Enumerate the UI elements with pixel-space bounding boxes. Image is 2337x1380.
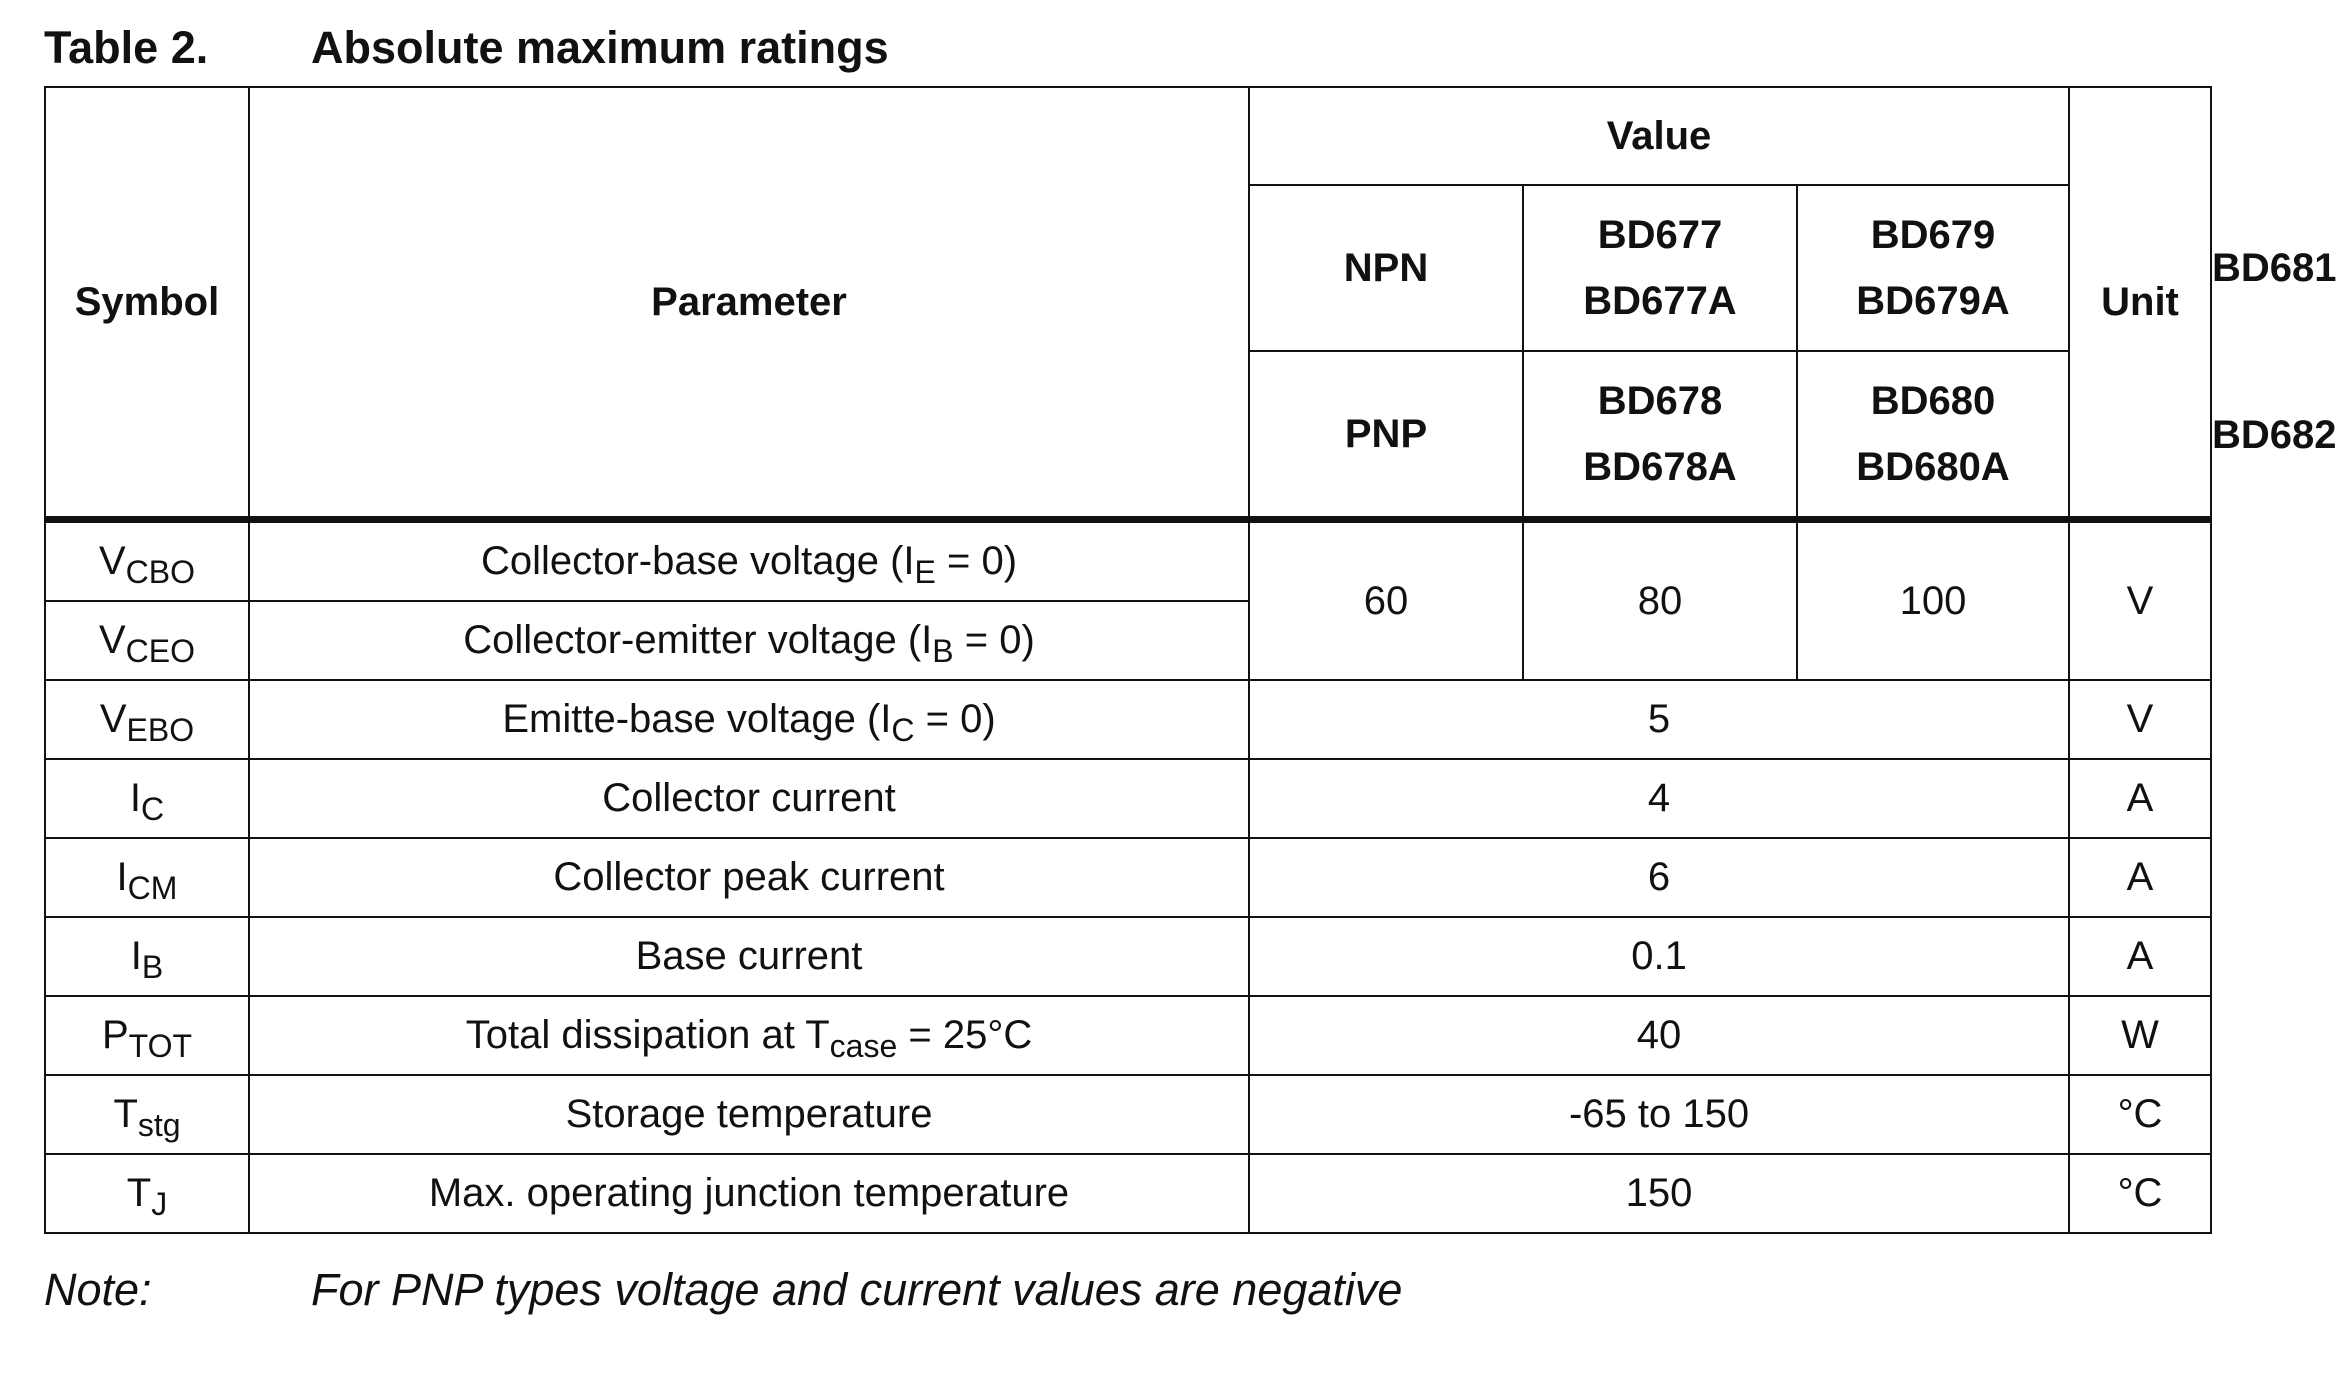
parameter-cell <box>249 601 1249 680</box>
parameter-cell <box>249 917 1249 996</box>
symbol-subscript: CEO <box>125 633 196 669</box>
value-cell: 4 <box>1249 759 2069 838</box>
part-number: BD677A <box>1583 279 1737 323</box>
header-npn-bd677 <box>1523 185 1797 351</box>
symbol-base: V <box>98 618 126 662</box>
unit-cell: A <box>2069 917 2211 996</box>
unit-cell: A <box>2069 759 2211 838</box>
part-number: BD678 <box>1597 379 1723 423</box>
parameter-subscript: E <box>914 554 936 590</box>
symbol-cell <box>45 759 249 838</box>
parameter-cell <box>249 759 1249 838</box>
header-pnp-bd678 <box>1523 351 1797 520</box>
table-row-ptot <box>45 996 2211 1075</box>
absolute-maximum-ratings-table <box>44 86 2337 1234</box>
unit-cell: V <box>2069 680 2211 759</box>
parameter-cell <box>249 838 1249 917</box>
symbol-base: T <box>126 1171 152 1215</box>
note-text: For PNP types voltage and current values are negative <box>311 1264 1403 1315</box>
symbol-cell <box>45 601 249 680</box>
value-cell: 40 <box>1249 996 2069 1075</box>
symbol-subscript: EBO <box>126 712 195 748</box>
parameter-text: Max. operating junction temperature <box>428 1171 1070 1215</box>
symbol-subscript: J <box>151 1186 168 1222</box>
part-number: BD680 <box>1870 379 1996 423</box>
value-cell-bd679-bd680: 80 <box>1523 520 1797 681</box>
symbol-subscript: C <box>141 791 165 827</box>
table-number: Table 2. <box>44 22 209 73</box>
parameter-text: Storage temperature <box>565 1092 933 1136</box>
symbol-cell <box>45 1154 249 1233</box>
parameter-cell <box>249 680 1249 759</box>
parameter-text: Total dissipation at T <box>465 1013 830 1057</box>
value-cell: -65 to 150 <box>1249 1075 2069 1154</box>
parameter-cell <box>249 1154 1249 1233</box>
parameter-text-after: = 25°C <box>897 1013 1033 1057</box>
unit-cell: V <box>2069 520 2211 681</box>
unit-cell: A <box>2069 838 2211 917</box>
parameter-text-after: = 0) <box>935 539 1018 583</box>
part-number: BD679 <box>1870 213 1996 257</box>
symbol-base: V <box>98 539 126 583</box>
header-row-value <box>45 87 2211 185</box>
header-symbol: Symbol <box>45 87 249 520</box>
symbol-cell <box>45 680 249 759</box>
table-note <box>44 1264 1403 1316</box>
symbol-base: P <box>101 1013 129 1057</box>
table-row-ib <box>45 917 2211 996</box>
header-npn-bd679 <box>1797 185 2069 351</box>
table-row-ic <box>45 759 2211 838</box>
symbol-subscript: TOT <box>128 1028 193 1064</box>
part-number: BD677 <box>1597 213 1723 257</box>
unit-cell: °C <box>2069 1154 2211 1233</box>
symbol-base: I <box>130 934 142 978</box>
symbol-base: I <box>129 776 141 820</box>
unit-cell: °C <box>2069 1075 2211 1154</box>
note-label: Note: <box>44 1264 152 1315</box>
table-title: Absolute maximum ratings <box>311 22 889 73</box>
part-number: BD678A <box>1583 445 1737 489</box>
table-row-icm <box>45 838 2211 917</box>
header-parameter: Parameter <box>249 87 1249 520</box>
header-value: Value <box>1249 87 2069 185</box>
symbol-cell <box>45 520 249 602</box>
parameter-subscript: case <box>829 1028 898 1064</box>
header-pnp-bd680 <box>1797 351 2069 520</box>
symbol-subscript: CM <box>127 870 178 906</box>
header-unit: Unit <box>2069 87 2211 520</box>
parameter-text: Base current <box>635 934 863 978</box>
symbol-cell <box>45 838 249 917</box>
value-cell: 150 <box>1249 1154 2069 1233</box>
symbol-subscript: B <box>141 949 164 985</box>
symbol-cell <box>45 917 249 996</box>
value-cell: 0.1 <box>1249 917 2069 996</box>
table-row-tj <box>45 1154 2211 1233</box>
table-row-vebo <box>45 680 2211 759</box>
symbol-base: V <box>99 697 127 741</box>
symbol-base: I <box>116 855 128 899</box>
parameter-text-after: = 0) <box>953 618 1035 662</box>
parameter-text-after: = 0) <box>914 697 996 741</box>
value-cell: 6 <box>1249 838 2069 917</box>
symbol-cell <box>45 996 249 1075</box>
header-row-npn: NPN BD677 BD677A BD679 BD679A BD681 <box>45 185 2211 351</box>
parameter-text: Emitte-base voltage (I <box>502 697 892 741</box>
parameter-cell <box>249 520 1249 602</box>
symbol-subscript: stg <box>137 1107 181 1143</box>
symbol-subscript: CBO <box>125 554 196 590</box>
part-number: BD679A <box>1856 279 2010 323</box>
table-caption <box>44 22 889 74</box>
parameter-subscript: C <box>891 712 915 748</box>
table-row-vcbo <box>45 520 2211 602</box>
parameter-text: Collector-base voltage (I <box>480 539 915 583</box>
symbol-base: T <box>113 1092 138 1136</box>
header-npn-label: NPN <box>1249 185 1523 351</box>
header-pnp-label: PNP <box>1249 351 1523 520</box>
value-cell: 5 <box>1249 680 2069 759</box>
parameter-subscript: B <box>932 633 954 669</box>
parameter-text: Collector-emitter voltage (I <box>463 618 933 662</box>
table-row-tstg <box>45 1075 2211 1154</box>
parameter-cell <box>249 1075 1249 1154</box>
parameter-cell <box>249 996 1249 1075</box>
header-row-pnp: PNP BD678 BD678A BD680 BD680A BD682 <box>45 351 2211 520</box>
value-cell-bd681-bd682: 100 <box>1797 520 2069 681</box>
parameter-text: Collector peak current <box>553 855 945 899</box>
parameter-text: Collector current <box>602 776 896 820</box>
unit-cell: W <box>2069 996 2211 1075</box>
symbol-cell <box>45 1075 249 1154</box>
value-cell-bd677-bd678: 60 <box>1249 520 1523 681</box>
part-number: BD680A <box>1856 445 2010 489</box>
